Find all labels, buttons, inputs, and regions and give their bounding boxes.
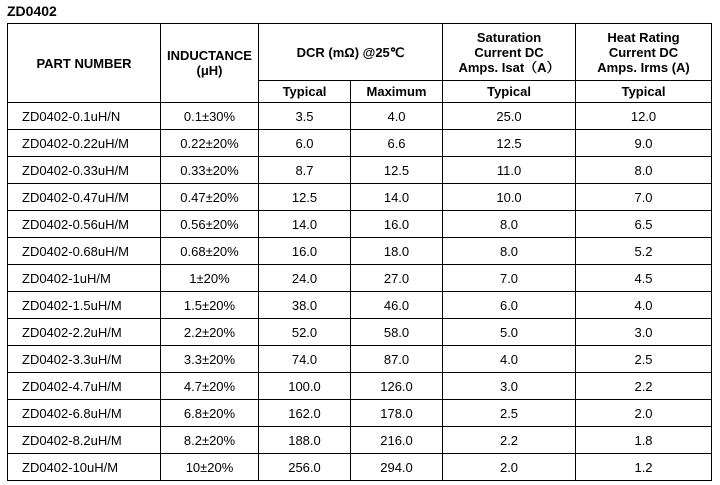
cell-isat-typical: 3.0 [443, 373, 576, 400]
cell-inductance: 0.33±20% [161, 157, 259, 184]
cell-irms-typical: 6.5 [576, 211, 712, 238]
cell-irms-typical: 2.0 [576, 400, 712, 427]
cell-dcr-maximum: 18.0 [351, 238, 443, 265]
cell-dcr-typical: 256.0 [259, 454, 351, 481]
table-row [8, 400, 712, 427]
table-row [8, 454, 712, 481]
cell-dcr-typical: 6.0 [259, 130, 351, 157]
cell-irms-typical: 4.5 [576, 265, 712, 292]
cell-part-number: ZD0402-10uH/M [8, 454, 161, 481]
cell-part-number: ZD0402-1uH/M [8, 265, 161, 292]
cell-inductance: 2.2±20% [161, 319, 259, 346]
cell-dcr-typical: 16.0 [259, 238, 351, 265]
subheader-dcr-maximum: Maximum [351, 81, 443, 103]
cell-part-number: ZD0402-1.5uH/M [8, 292, 161, 319]
header-heat-line1: Heat Rating [607, 29, 680, 45]
subheader-dcr-typical: Typical [259, 81, 351, 103]
cell-dcr-typical: 8.7 [259, 157, 351, 184]
table-row [8, 238, 712, 265]
cell-dcr-typical: 100.0 [259, 373, 351, 400]
table-body [8, 103, 712, 481]
cell-irms-typical: 1.2 [576, 454, 712, 481]
cell-dcr-typical: 14.0 [259, 211, 351, 238]
cell-inductance: 10±20% [161, 454, 259, 481]
cell-irms-typical: 2.5 [576, 346, 712, 373]
cell-dcr-maximum: 216.0 [351, 427, 443, 454]
cell-dcr-typical: 162.0 [259, 400, 351, 427]
header-heat-line2: Current DC [608, 44, 679, 60]
cell-part-number: ZD0402-0.47uH/M [8, 184, 161, 211]
cell-dcr-maximum: 12.5 [351, 157, 443, 184]
cell-dcr-maximum: 6.6 [351, 130, 443, 157]
table-row [8, 184, 712, 211]
document-title: ZD0402 [7, 3, 57, 19]
cell-dcr-typical: 74.0 [259, 346, 351, 373]
cell-dcr-typical: 38.0 [259, 292, 351, 319]
cell-dcr-maximum: 16.0 [351, 211, 443, 238]
cell-isat-typical: 6.0 [443, 292, 576, 319]
cell-part-number: ZD0402-8.2uH/M [8, 427, 161, 454]
table-row [8, 319, 712, 346]
header-sat-line2: Current DC [474, 44, 544, 60]
cell-dcr-maximum: 294.0 [351, 454, 443, 481]
cell-part-number: ZD0402-0.33uH/M [8, 157, 161, 184]
cell-isat-typical: 2.2 [443, 427, 576, 454]
cell-part-number: ZD0402-6.8uH/M [8, 400, 161, 427]
cell-inductance: 1.5±20% [161, 292, 259, 319]
cell-inductance: 6.8±20% [161, 400, 259, 427]
header-row [8, 24, 712, 81]
cell-part-number: ZD0402-2.2uH/M [8, 319, 161, 346]
table-row [8, 265, 712, 292]
cell-isat-typical: 2.0 [443, 454, 576, 481]
cell-irms-typical: 4.0 [576, 292, 712, 319]
header-part-number: PART NUMBER [8, 24, 161, 103]
cell-inductance: 0.47±20% [161, 184, 259, 211]
cell-part-number: ZD0402-0.68uH/M [8, 238, 161, 265]
cell-irms-typical: 9.0 [576, 130, 712, 157]
cell-dcr-typical: 52.0 [259, 319, 351, 346]
header-heat-rating-current [576, 24, 712, 81]
cell-isat-typical: 8.0 [443, 238, 576, 265]
cell-inductance: 0.68±20% [161, 238, 259, 265]
cell-irms-typical: 12.0 [576, 103, 712, 130]
cell-irms-typical: 5.2 [576, 238, 712, 265]
header-inductance-line2: (μH) [196, 63, 223, 78]
cell-inductance: 8.2±20% [161, 427, 259, 454]
cell-isat-typical: 4.0 [443, 346, 576, 373]
cell-isat-typical: 11.0 [443, 157, 576, 184]
cell-dcr-typical: 24.0 [259, 265, 351, 292]
subheader-irms-typical: Typical [576, 81, 712, 103]
table-row [8, 373, 712, 400]
cell-inductance: 4.7±20% [161, 373, 259, 400]
cell-inductance: 0.56±20% [161, 211, 259, 238]
cell-dcr-maximum: 14.0 [351, 184, 443, 211]
cell-irms-typical: 1.8 [576, 427, 712, 454]
cell-part-number: ZD0402-0.22uH/M [8, 130, 161, 157]
table-row [8, 211, 712, 238]
table-row [8, 346, 712, 373]
cell-isat-typical: 2.5 [443, 400, 576, 427]
cell-isat-typical: 5.0 [443, 319, 576, 346]
cell-isat-typical: 7.0 [443, 265, 576, 292]
cell-dcr-typical: 3.5 [259, 103, 351, 130]
header-inductance-line1: INDUCTANCE [167, 48, 252, 63]
table-row [8, 157, 712, 184]
header-saturation-current [443, 24, 576, 81]
cell-dcr-maximum: 126.0 [351, 373, 443, 400]
cell-part-number: ZD0402-0.56uH/M [8, 211, 161, 238]
cell-irms-typical: 7.0 [576, 184, 712, 211]
cell-part-number: ZD0402-4.7uH/M [8, 373, 161, 400]
cell-dcr-maximum: 4.0 [351, 103, 443, 130]
cell-irms-typical: 8.0 [576, 157, 712, 184]
cell-dcr-maximum: 27.0 [351, 265, 443, 292]
table-row [8, 130, 712, 157]
subheader-isat-typical: Typical [443, 81, 576, 103]
cell-dcr-typical: 12.5 [259, 184, 351, 211]
cell-inductance: 0.1±30% [161, 103, 259, 130]
cell-inductance: 0.22±20% [161, 130, 259, 157]
cell-dcr-typical: 188.0 [259, 427, 351, 454]
cell-isat-typical: 10.0 [443, 184, 576, 211]
cell-part-number: ZD0402-0.1uH/N [8, 103, 161, 130]
table-row [8, 292, 712, 319]
cell-dcr-maximum: 46.0 [351, 292, 443, 319]
cell-dcr-maximum: 178.0 [351, 400, 443, 427]
header-heat-line3: Amps. Irms (A) [597, 59, 690, 75]
cell-part-number: ZD0402-3.3uH/M [8, 346, 161, 373]
cell-dcr-maximum: 58.0 [351, 319, 443, 346]
cell-isat-typical: 25.0 [443, 103, 576, 130]
cell-inductance: 3.3±20% [161, 346, 259, 373]
specification-table [7, 23, 712, 481]
cell-inductance: 1±20% [161, 265, 259, 292]
table-row [8, 103, 712, 130]
cell-dcr-maximum: 87.0 [351, 346, 443, 373]
cell-irms-typical: 2.2 [576, 373, 712, 400]
table-row [8, 427, 712, 454]
header-dcr: DCR (mΩ) @25℃ [259, 24, 443, 81]
cell-irms-typical: 3.0 [576, 319, 712, 346]
cell-isat-typical: 12.5 [443, 130, 576, 157]
header-sat-line1: Saturation [476, 29, 542, 45]
cell-isat-typical: 8.0 [443, 211, 576, 238]
header-inductance [161, 24, 259, 103]
header-sat-line3: Amps. Isat（A） [458, 59, 560, 75]
